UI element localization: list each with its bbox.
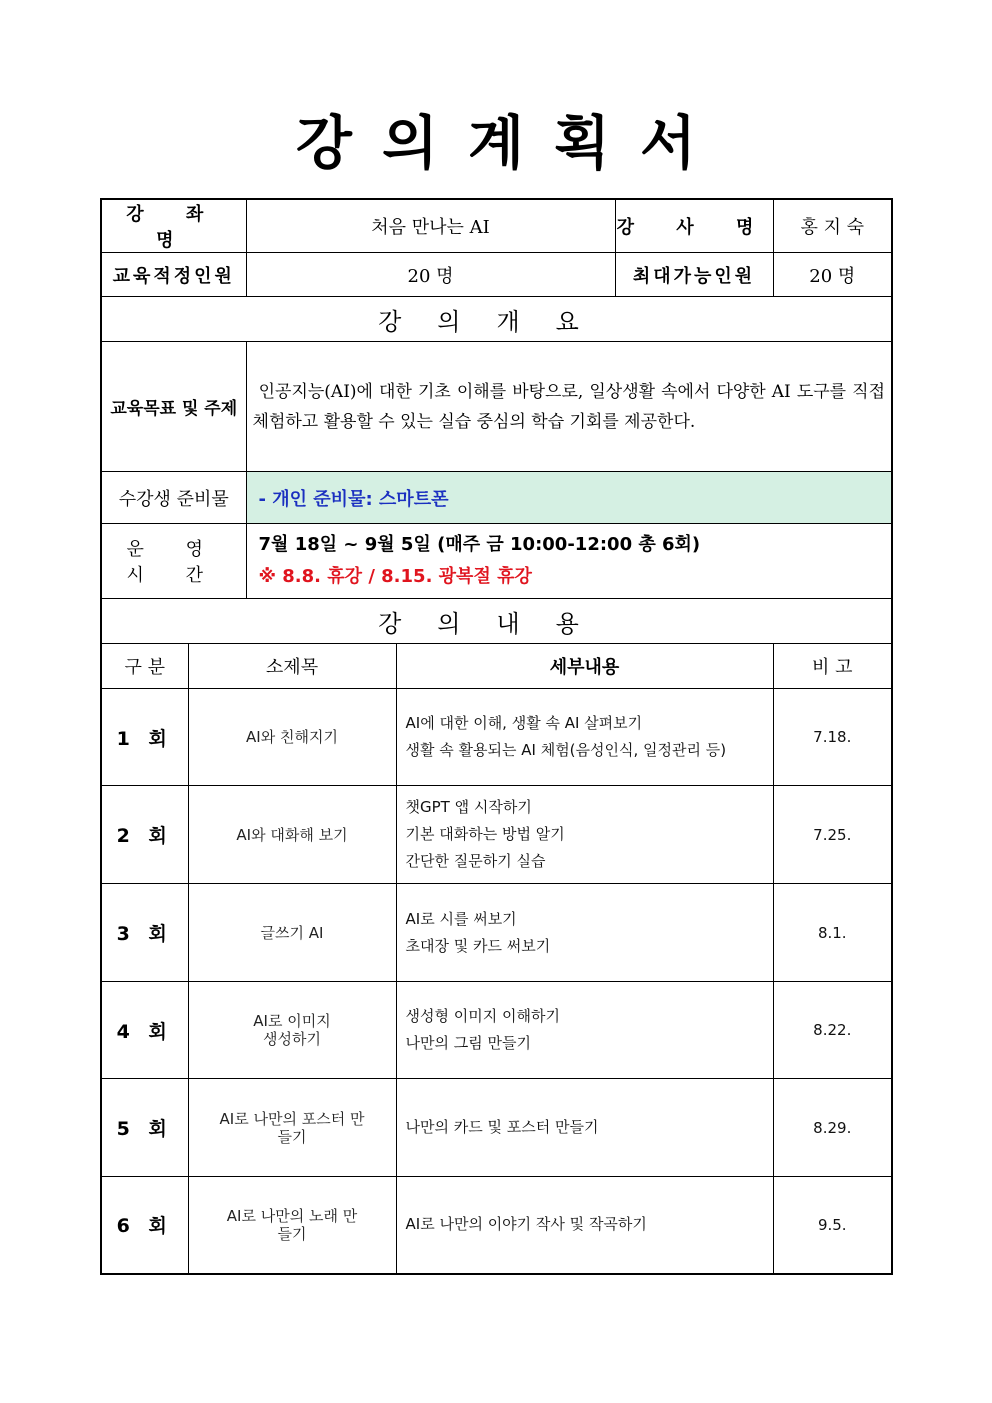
session-details: AI에 대한 이해, 생활 속 AI 살펴보기 생활 속 활용되는 AI 체험(음성인식, 일정관리 등) (396, 689, 773, 786)
time-note: ※ 8.8. 휴강 / 8.15. 광복절 휴강 (258, 566, 532, 587)
prep-value: - 개인 준비물: 스마트폰 (246, 472, 892, 524)
session-topic: 글쓰기 AI (188, 884, 396, 982)
time-cell (246, 524, 892, 599)
col-header-note: 비 고 (773, 644, 892, 689)
session-date: 8.22. (773, 982, 892, 1079)
col-header-details: 세부내용 (396, 644, 773, 689)
session-topic: AI와 대화해 보기 (188, 786, 396, 884)
session-date: 7.25. (773, 786, 892, 884)
overview-heading: 강의개요 (101, 297, 892, 342)
col-header-num: 구 분 (101, 644, 188, 689)
time-label: 운 영 시 간 (101, 524, 246, 599)
col-header-topic: 소제목 (188, 644, 396, 689)
session-topic: AI로 나만의 노래 만들기 (188, 1177, 396, 1274)
lecture-plan-table (100, 198, 893, 1275)
session-num: 3 회 (101, 884, 188, 982)
content-heading: 강의내용 (101, 599, 892, 644)
session-topic: AI로 이미지 생성하기 (188, 982, 396, 1079)
course-label: 강 좌 명 (101, 199, 246, 253)
time-value: 7월 18일 ~ 9월 5일 (매주 금 10:00-12:00 총 6회) (258, 534, 701, 555)
session-date: 8.1. (773, 884, 892, 982)
table-row (101, 982, 892, 1079)
session-topic: AI와 친해지기 (188, 689, 396, 786)
session-date: 8.29. (773, 1079, 892, 1177)
session-details: AI로 나만의 이야기 작사 및 작곡하기 (396, 1177, 773, 1274)
session-date: 9.5. (773, 1177, 892, 1274)
table-row (101, 786, 892, 884)
proper-capacity-label: 교육적정인원 (101, 253, 246, 297)
goal-text: 인공지능(AI)에 대한 기초 이해를 바탕으로, 일상생활 속에서 다양한 AI 도구를 직접 체험하고 활용할 수 있는 실습 중심의 학습 기회를 제공한다. (246, 342, 892, 472)
page-title: 강의계획서 (295, 109, 727, 177)
session-num: 6 회 (101, 1177, 188, 1274)
prep-label: 수강생 준비물 (101, 472, 246, 524)
table-row (101, 689, 892, 786)
session-topic: AI로 나만의 포스터 만들기 (188, 1079, 396, 1177)
session-num: 1 회 (101, 689, 188, 786)
table-row (101, 1177, 892, 1274)
table-row (101, 1079, 892, 1177)
course-value: 처음 만나는 AI (246, 199, 615, 253)
session-details: AI로 시를 써보기 초대장 및 카드 써보기 (396, 884, 773, 982)
goal-label: 교육목표 및 주제 (101, 342, 246, 472)
proper-capacity-value: 20 명 (246, 253, 615, 297)
session-date: 7.18. (773, 689, 892, 786)
session-details: 챗GPT 앱 시작하기 기본 대화하는 방법 알기 간단한 질문하기 실습 (396, 786, 773, 884)
session-details: 생성형 이미지 이해하기 나만의 그림 만들기 (396, 982, 773, 1079)
session-num: 5 회 (101, 1079, 188, 1177)
table-row (101, 884, 892, 982)
session-num: 4 회 (101, 982, 188, 1079)
instructor-value: 홍 지 숙 (773, 199, 892, 253)
session-num: 2 회 (101, 786, 188, 884)
instructor-label: 강 사 명 (615, 199, 773, 253)
max-capacity-label: 최대가능인원 (615, 253, 773, 297)
session-details: 나만의 카드 및 포스터 만들기 (396, 1079, 773, 1177)
max-capacity-value: 20 명 (773, 253, 892, 297)
